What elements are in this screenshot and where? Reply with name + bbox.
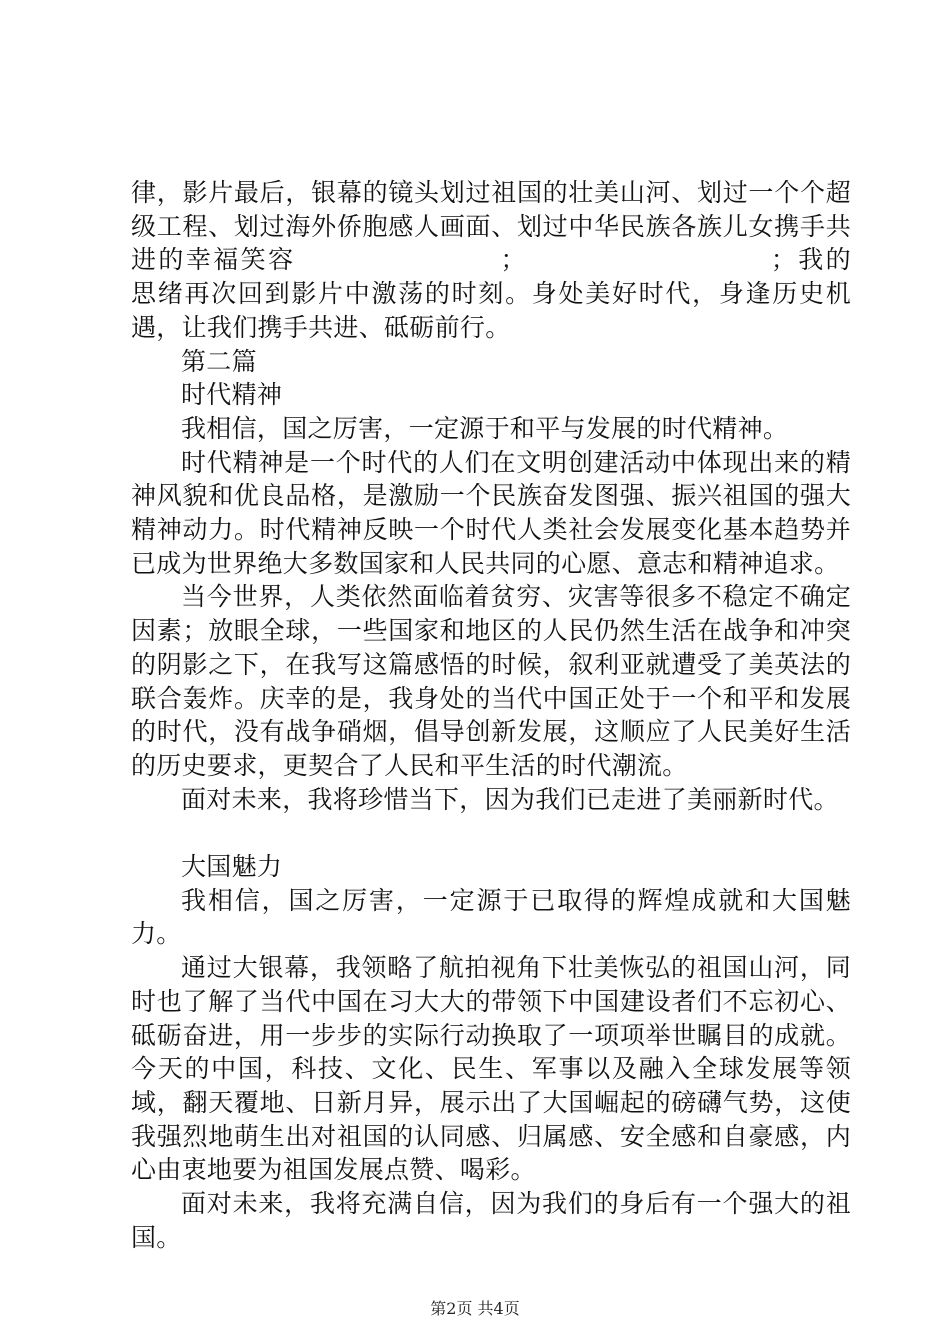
paragraph-8: 面对未来，我将充满自信，因为我们的身后有一个强大的祖国。: [131, 1189, 851, 1252]
document-body: [131, 176, 851, 1254]
section-heading-great-power: 大国魅力: [181, 852, 283, 882]
paragraph-6: 我相信，国之厉害，一定源于已取得的辉煌成就和大国魅力。: [131, 885, 851, 949]
semicolon-1: ；: [500, 245, 526, 275]
paragraph-2: 我相信，国之厉害，一定源于和平与发展的时代精神。: [181, 413, 789, 443]
paragraph-4: 当今世界，人类依然面临着贫穷、灾害等很多不稳定不确定因素；放眼全球，一些国家和地区的人民仍然生活在战争和冲突的阴影之下，在我写这篇感悟的时候，叙利亚就遭受了美英法的联合轰炸。庆幸的是，我身处的当代中国正处于一个和平和发展的时代，没有战争硝烟，倡导创新发展，这顺应了人民美好生活的历史要求，更契合了人民和平生活的时代潮流。: [131, 582, 851, 780]
paragraph-5: 面对未来，我将珍惜当下，因为我们已走进了美丽新时代。: [181, 784, 839, 814]
section-heading-era-spirit: 时代精神: [181, 380, 283, 410]
page-number-footer: 第2页 共4页: [430, 1299, 520, 1318]
section-heading-second: 第二篇: [181, 346, 257, 376]
paragraph-1: [131, 176, 851, 345]
semicolon-2: ；: [770, 245, 797, 275]
paragraph-1-text-a: 律，影片最后，银幕的镜头划过祖国的壮美山河、划过一个个超级工程、划过海外侨胞感人画面、划过中华民族各族儿女携手共进的幸福笑容: [131, 178, 851, 275]
blank-line: [131, 816, 851, 850]
paragraph-1-text-b: 我的思绪再次回到影片中激荡的时刻。身处美好时代，身逢历史机遇，让我们携手共进、砥砺前行。: [131, 245, 851, 342]
paragraph-3: 时代精神是一个时代的人们在文明创建活动中体现出来的精神风貌和优良品格，是激励一个民族奋发图强、振兴祖国的强大精神动力。时代精神反映一个时代人类社会发展变化基本趋势并已成为世界绝大多数国家和人民共同的心愿、意志和精神追求。: [131, 447, 851, 578]
paragraph-7: 通过大银幕，我领略了航拍视角下壮美恢弘的祖国山河，同时也了解了当代中国在习大大的带领下中国建设者们不忘初心、砥砺奋进，用一步步的实际行动换取了一项项举世瞩目的成就。今天的中国，科技、文化、民生、军事以及融入全球发展等领域，翻天覆地、日新月异，展示出了大国崛起的磅礴气势，这使我强烈地萌生出对祖国的认同感、归属感、安全感和自豪感，内心由衷地要为祖国发展点赞、喝彩。: [131, 953, 851, 1185]
